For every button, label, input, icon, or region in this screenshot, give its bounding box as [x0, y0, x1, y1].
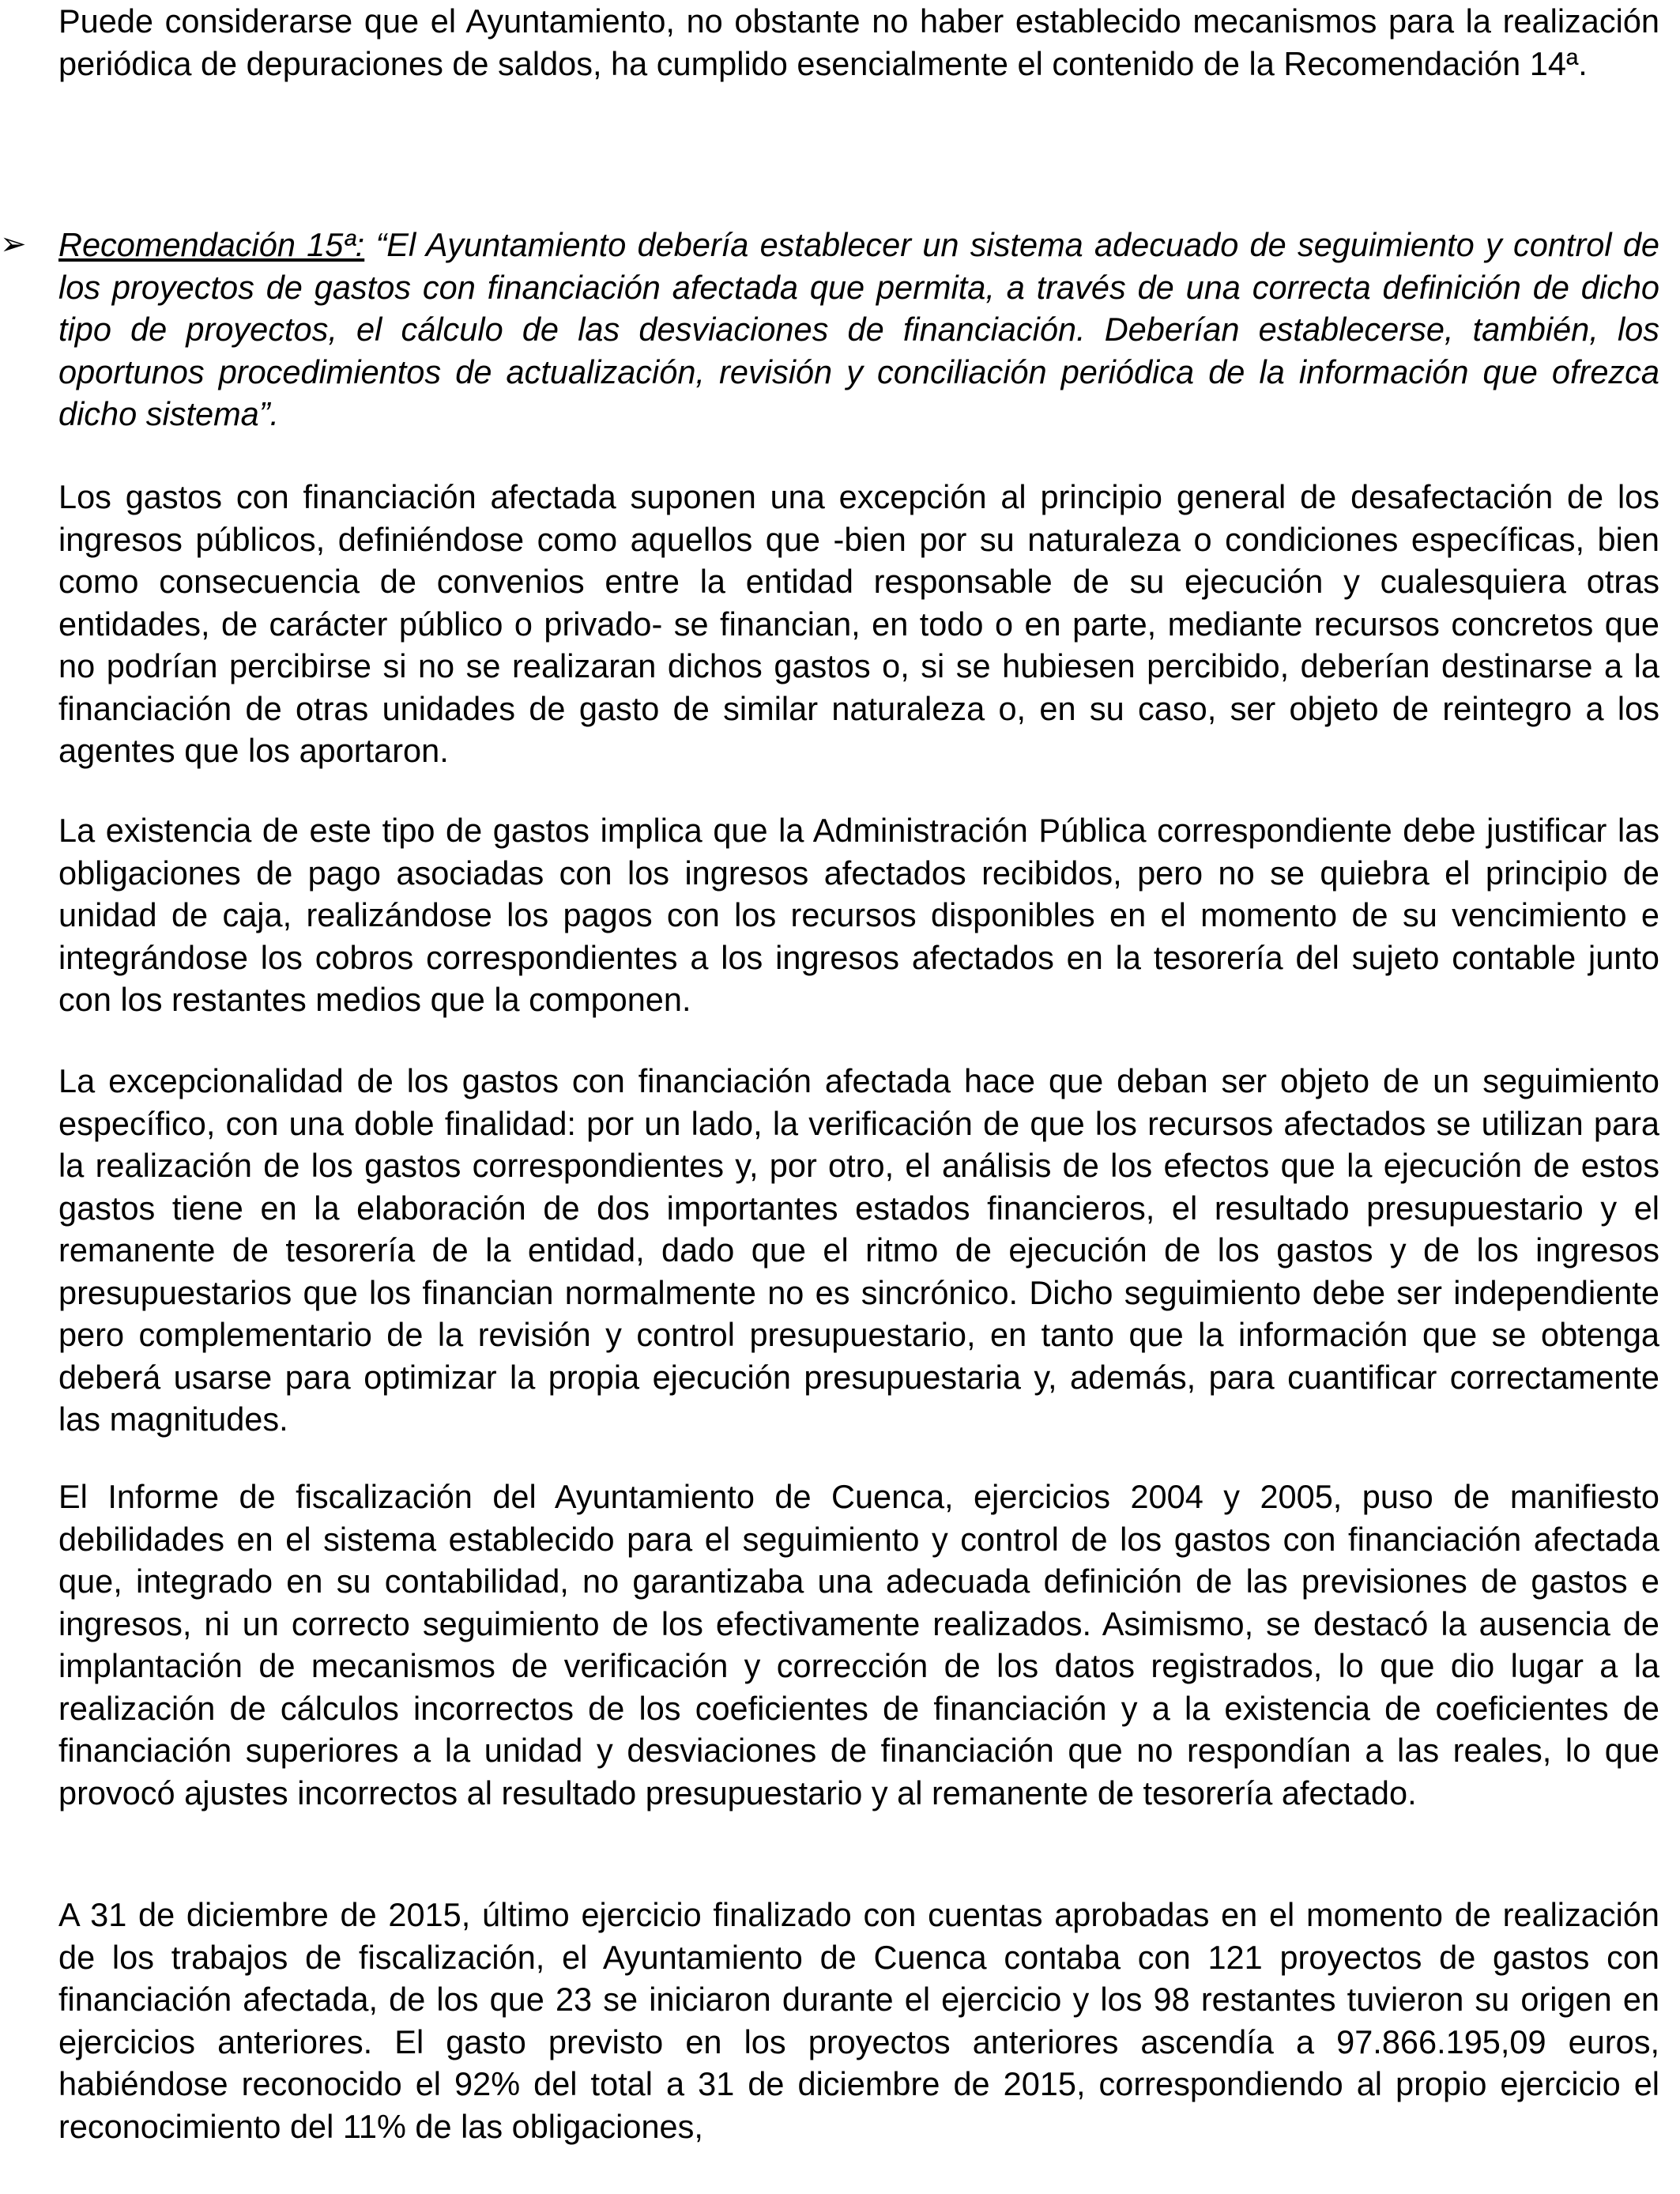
body-paragraph: La excepcionalidad de los gastos con financiación afectada hace que deban ser objeto de un seguimiento específico, con una doble finalidad: por un lado, la verificación de que los recursos afectados se utilizan para la realización de los gastos correspondientes y, por otro, el análisis de los efectos que la ejecución de estos gastos tiene en la elaboración de dos importantes estados financieros, el resultado presupuestario y el remanente de tesorería de la entidad, dado que el ritmo de ejecución de los gastos y de los ingresos presupuestarios que los financian normalmente no es sincrónico. Dicho seguimiento debe ser independiente pero complementario de la revisión y control presupuestario, en tanto que la información que se obtenga deberá usarse para optimizar la propia ejecución presupuestaria y, además, para cuantificar correctamente las magnitudes. — [58, 1062, 1659, 1438]
body-paragraph: El Informe de fiscalización del Ayuntamiento de Cuenca, ejercicios 2004 y 2005, puso de manifiesto debilidades en el sistema establecido para el seguimiento y control de los gastos con financiación afectada que, integrado en su contabilidad, no garantizaba una adecuada definición de las previsiones de gastos e ingresos, ni un correcto seguimiento de los efectivamente realizados. Asimismo, se destacó la ausencia de implantación de mecanismos de verificación y corrección de los datos registrados, lo que dio lugar a la realización de cálculos incorrectos de los coeficientes de financiación y a la existencia de coeficientes de financiación superiores a la unidad y desviaciones de financiación que no respondían a las reales, lo que provocó ajustes incorrectos al resultado presupuestario y al remanente de tesorería afectado. — [58, 1478, 1659, 1811]
intro-paragraph: Puede considerarse que el Ayuntamiento, no obstante no haber establecido mecanismos para la realización periódica de depuraciones de saldos, ha cumplido esencialmente el contenido de la Recomendación 14ª. — [58, 2, 1659, 82]
arrow-bullet-icon: ➢ — [0, 227, 27, 262]
body-paragraph: Los gastos con financiación afectada suponen una excepción al principio general de desafectación de los ingresos públicos, definiéndose como aquellos que -bien por su naturaleza o condiciones específicas, bien como consecuencia de convenios entre la entidad responsable de su ejecución y cualesquiera otras entidades, de carácter público o privado- se financian, en todo o en parte, mediante recursos concretos que no podrían percibirse si no se realizaran dichos gastos o, si se hubiesen percibido, deberían destinarse a la financiación de otras unidades de gasto de similar naturaleza o, en su caso, ser objeto de reintegro a los agentes que los aportaron. — [58, 478, 1659, 769]
recommendation-quote: “El Ayuntamiento debería establecer un sistema adecuado de seguimiento y control de los proyectos de gastos con financiación afectada que permita, a través de una correcta definición de dicho tipo de proyectos, el cálculo de las desviaciones de financiación. Deberían establecerse, también, los oportunos procedimientos de actualización, revisión y conciliación periódica de la información que ofrezca dicho sistema”. — [58, 226, 1659, 432]
body-paragraph: La existencia de este tipo de gastos implica que la Administración Pública correspondiente debe justificar las obligaciones de pago asociadas con los ingresos afectados recibidos, pero no se quiebra el principio de unidad de caja, realizándose los pagos con los recursos disponibles en el momento de su vencimiento e integrándose los cobros correspondientes a los ingresos afectados en la tesorería del sujeto contable junto con los restantes medios que la componen. — [58, 812, 1659, 1018]
body-paragraph: A 31 de diciembre de 2015, último ejercicio finalizado con cuentas aprobadas en el momento de realización de los trabajos de fiscalización, el Ayuntamiento de Cuenca contaba con 121 proyectos de gastos con financiación afectada, de los que 23 se iniciaron durante el ejercicio y los 98 restantes tuvieron su origen en ejercicios anteriores. El gasto previsto en los proyectos anteriores ascendía a 97.866.195,09 euros, habiéndose reconocido el 92% del total a 31 de diciembre de 2015, correspondiendo al propio ejercicio el reconocimiento del 11% de las obligaciones, — [58, 1896, 1659, 2145]
recommendation-label: Recomendación 15ª: — [58, 226, 365, 263]
recommendation-text — [58, 224, 1659, 435]
